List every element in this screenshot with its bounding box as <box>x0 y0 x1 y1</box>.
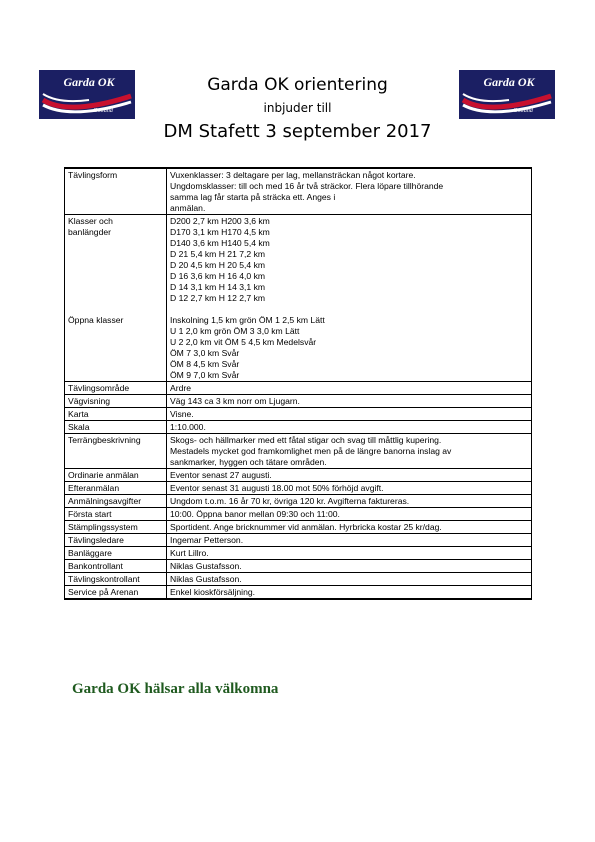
row-value-line: Kurt Lillro. <box>170 548 209 558</box>
table-row <box>65 495 532 508</box>
row-label-text: Vägvisning <box>68 396 111 406</box>
table-row <box>65 434 532 469</box>
row-value <box>167 215 532 382</box>
row-label-text: Bankontrollant <box>68 561 123 571</box>
row-value-line: 1:10.000. <box>170 422 206 432</box>
row-value-line: D 20 4,5 km H 20 5,4 km <box>170 260 266 270</box>
row-value <box>167 573 532 586</box>
table-row <box>65 395 532 408</box>
spacer <box>68 271 163 282</box>
row-label <box>65 508 167 521</box>
table-row <box>65 382 532 395</box>
row-label-text: Karta <box>68 409 89 419</box>
row-label <box>65 215 167 382</box>
table-row <box>65 469 532 482</box>
row-value-line: samma lag får starta på sträcka ett. Anges i <box>170 192 336 202</box>
page-subtitle: inbjuder till <box>263 101 332 115</box>
logo-subtext: Gotland <box>513 108 533 114</box>
row-value <box>167 408 532 421</box>
row-label-text: Anmälningsavgifter <box>68 496 142 506</box>
row-value-line: Enkel kioskförsäljning. <box>170 587 256 597</box>
spacer <box>68 260 163 271</box>
row-value-line: Vuxenklasser: 3 deltagare per lag, mellansträckan något kortare. <box>170 170 416 180</box>
row-value <box>167 421 532 434</box>
row-value-line: sankmarker, hyggen och tätare områden. <box>170 457 327 467</box>
table-row <box>65 547 532 560</box>
table-row <box>65 421 532 434</box>
info-table <box>64 167 532 600</box>
row-label <box>65 534 167 547</box>
logo-text: Garda OK <box>483 75 535 89</box>
row-value-line: D140 3,6 km H140 5,4 km <box>170 238 270 248</box>
row-value-line: ÖM 9 7,0 km Svår <box>170 370 240 380</box>
row-label-text: Tävlingskontrollant <box>68 574 140 584</box>
event-title: DM Stafett 3 september 2017 <box>163 121 432 142</box>
row-value-line: ÖM 7 3,0 km Svår <box>170 348 240 358</box>
row-value-line: Visne. <box>170 409 194 419</box>
row-value-line: U 2 2,0 km vit ÖM 5 4,5 km Medelsvår <box>170 337 317 347</box>
table-row <box>65 534 532 547</box>
row-value-line: anmälan. <box>170 203 206 213</box>
row-label <box>65 434 167 469</box>
row-label-text: Banläggare <box>68 548 112 558</box>
row-value-line: Väg 143 ca 3 km norr om Ljugarn. <box>170 396 300 406</box>
row-value <box>167 395 532 408</box>
row-label <box>65 408 167 421</box>
row-value <box>167 469 532 482</box>
row-label-text: Klasser och banlängder <box>68 216 113 237</box>
row-value-line: Skogs- och hällmarker med ett fåtal stigar och svag till måttlig kupering. <box>170 435 442 445</box>
row-value-line: Inskolning 1,5 km grön ÖM 1 2,5 km Lätt <box>170 315 325 325</box>
table-row <box>65 560 532 573</box>
footer-greeting: Garda OK hälsar alla välkomna <box>72 681 279 697</box>
row-label-text: Tävlingsledare <box>68 535 124 545</box>
row-label-text: Tävlingsområde <box>68 383 130 393</box>
spacer <box>68 238 163 249</box>
table-row <box>65 586 532 600</box>
row-value <box>167 560 532 573</box>
row-label-text: Terrängbeskrivning <box>68 435 141 445</box>
row-value-line: Eventor senast 31 augusti 18.00 mot 50% förhöjd avgift. <box>170 483 384 493</box>
table-row <box>65 508 532 521</box>
row-label <box>65 573 167 586</box>
table-row <box>65 521 532 534</box>
logo-text: Garda OK <box>63 75 115 89</box>
row-value-line: D200 2,7 km H200 3,6 km <box>170 216 270 226</box>
row-value-line: Ingemar Petterson. <box>170 535 244 545</box>
row-value <box>167 482 532 495</box>
row-value <box>167 168 532 215</box>
row-value-line: Sportident. Ange bricknummer vid anmälan. Hyrbricka kostar 25 kr/dag. <box>170 522 442 532</box>
spacer <box>68 249 163 260</box>
row-label <box>65 469 167 482</box>
row-value-line: Ungdomsklasser: till och med 16 år två sträckor. Flera löpare tillhörande <box>170 181 444 191</box>
row-value <box>167 586 532 600</box>
table-row <box>65 482 532 495</box>
table-row <box>65 408 532 421</box>
row-value <box>167 547 532 560</box>
row-label <box>65 482 167 495</box>
row-label-text: Efteranmälan <box>68 483 120 493</box>
row-label-text: Service på Arenan <box>68 587 139 597</box>
row-label-text: Ordinarie anmälan <box>68 470 139 480</box>
row-value-line: Niklas Gustafsson. <box>170 574 242 584</box>
row-label-text: Första start <box>68 509 112 519</box>
row-value <box>167 521 532 534</box>
row-label <box>65 395 167 408</box>
row-value-line: D 12 2,7 km H 12 2,7 km <box>170 293 266 303</box>
row-label-text: Tävlingsform <box>68 170 118 180</box>
row-label <box>65 521 167 534</box>
logo-subtext: Gotland <box>93 108 113 114</box>
row-value <box>167 534 532 547</box>
spacer <box>68 293 163 304</box>
row-label <box>65 560 167 573</box>
row-label-text: Skala <box>68 422 90 432</box>
row-value-line: Eventor senast 27 augusti. <box>170 470 272 480</box>
row-value-line: D170 3,1 km H170 4,5 km <box>170 227 270 237</box>
table-row <box>65 168 532 215</box>
row-label-text: Stämplingssystem <box>68 522 138 532</box>
row-label <box>65 421 167 434</box>
row-value-line: D 16 3,6 km H 16 4,0 km <box>170 271 266 281</box>
row-label <box>65 382 167 395</box>
row-value <box>167 434 532 469</box>
page-title: Garda OK orientering <box>207 75 388 95</box>
row-label-text: Öppna klasser <box>68 315 124 325</box>
row-value-line: D 21 5,4 km H 21 7,2 km <box>170 249 266 259</box>
row-value-line: U 1 2,0 km grön ÖM 3 3,0 km Lätt <box>170 326 300 336</box>
row-value <box>167 382 532 395</box>
row-value-line: ÖM 8 4,5 km Svår <box>170 359 240 369</box>
row-value-line: Ardre <box>170 383 192 393</box>
row-label <box>65 168 167 215</box>
row-value <box>167 508 532 521</box>
row-value-line: D 14 3,1 km H 14 3,1 km <box>170 282 266 292</box>
spacer <box>68 304 163 315</box>
table-row <box>65 215 532 382</box>
row-label <box>65 547 167 560</box>
row-label <box>65 495 167 508</box>
row-value-line: Mestadels mycket god framkomlighet men på de längre banorna inslag av <box>170 446 452 456</box>
row-value-line: Ungdom t.o.m. 16 år 70 kr, övriga 120 kr. Avgifterna faktureras. <box>170 496 410 506</box>
spacer <box>170 304 528 315</box>
spacer <box>68 282 163 293</box>
row-value-line: 10:00. Öppna banor mellan 09:30 och 11:00. <box>170 509 340 519</box>
row-value <box>167 495 532 508</box>
row-value-line: Niklas Gustafsson. <box>170 561 242 571</box>
table-row <box>65 573 532 586</box>
row-label <box>65 586 167 600</box>
